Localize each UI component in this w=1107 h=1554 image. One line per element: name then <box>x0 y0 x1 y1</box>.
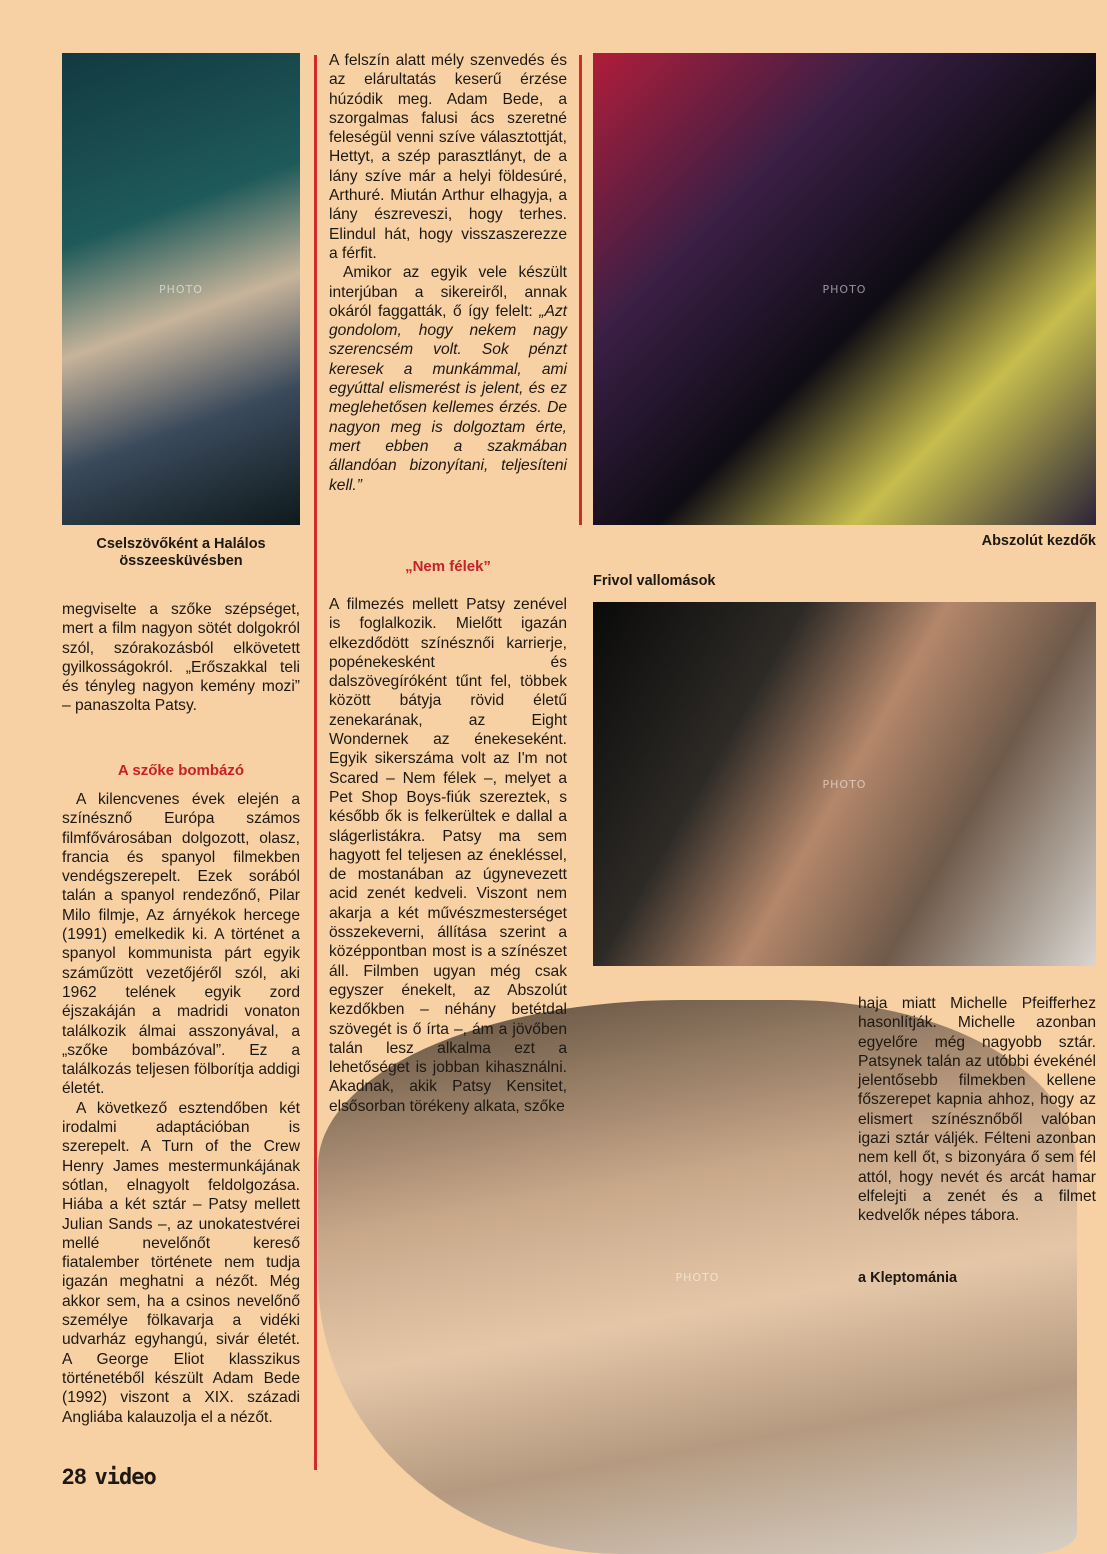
subheading-nem-felek: „Nem félek” <box>405 558 491 575</box>
caption-photo1: Cselszövőként a Halálos összeesküvésben <box>96 536 266 569</box>
paragraph: A filmezés mellett Patsy zenével is foglalkozik. Mielőtt igazán elkezdődött színésznői karrierje, popénekesként és dalszövegíróként tűnt fel, többek között bátyja rövid életű zenekarának, az Eight Wondernek az énekeseként. Egyik sikerszáma volt az I'm not Scared – Nem félek –, melyet a Pet Shop Boys-fiúk szereztek, s később ők is felkerültek e dallal a slágerlistákra. Patsy ma sem hagyott fel teljesen az énekléssel, de mostanában az úgynevezett acid zenét kedveli. Viszont nem akarja a két művészmesterséget összekeverni, állítása szerint a középpontban most is a színészet áll. Filmben ugyan még csak egyszer énekelt, az Abszolút kezdőkben – néhány betétdal szövegét is ő írta –, ám a jövőben talán lesz alkalma ezt a lehetőséget is jobban kihasználni. Akadnak, akik Patsy Kensitet, elsősorban törékeny alkata, szőke <box>329 596 567 1115</box>
column-2-top <box>329 51 567 495</box>
page-number: 28 <box>62 1464 87 1489</box>
column-3-body <box>858 994 1096 1226</box>
paragraph-text: Amikor az egyik vele készült interjúban a sikereiről, annak okáról faggatták, ő így felelt: <box>329 264 567 320</box>
paragraph: A felszín alatt mély szenvedés és az elárultatás keserű érzése húzódik meg. Adam Bede, a szorgalmas falusi ács szeretné feleségül venni szíve választottját, Hettyt, a szép parasztlányt, de a lány szíve már a helyi földesúré, Arthuré. Miután Arthur elhagyja, a lány észreveszi, hogy terhes. Elindul hát, hogy visszaszerezze a férfit. <box>329 52 567 262</box>
page-footer <box>62 1464 156 1490</box>
paragraph: A következő esztendőben két irodalmi adaptációban is szerepelt. A Turn of the Crew Henry James mestermunkájának sótlan, elnagyolt feldolgozása. Hiába a két sztár – Patsy mellett Julian Sands –, az unokatestvérei mellé nevelőnőt kereső fiatalember története nem tudja igazán meghatni a nézőt. Még akkor sem, ha a csinos nevelőnő személye fölkavarja a vidéki udvarház egyhangú, sivár életét. A George Eliot klasszikus történetéből készült Adam Bede (1992) viszont a XIX. századi Angliába kalauzolja el a nézőt. <box>62 1099 300 1426</box>
photo-patsy-kensit-portrait: PHOTO <box>318 1000 1077 1554</box>
column-rule-right <box>579 55 582 525</box>
paragraph: haja miatt Michelle Pfeifferhez hasonlítják. Michelle azonban egyelőre még nagyobb sztár. Patsynek talán az utóbbi évekénél jelentősebb filmekben kellene főszerepet kapnia ahhoz, hogy az elismert színésznőből valóban igazi sztár váljék. Félteni azonban nem kell őt, s bizonyára ő sem fél attól, hogy nevét és arcát hamar elfelejti a zenét és a filmet kedvelők népes tábora. <box>858 995 1096 1225</box>
column-1-body <box>62 790 300 1427</box>
magazine-logo: video <box>94 1465 156 1490</box>
paragraph: A kilencvenes évek elején a színésznő Európa számos filmfővárosában dolgozott, olasz, francia és spanyol filmekben vendégszerepelt. Ezek sorából talán a spanyol rendezőnő, Pilar Milo filmje, Az árnyékok hercege (1991) emelkedik ki. A történet a spanyol kommunista párt egyik száműzött vezetőjéről szól, aki 1962 telének egyik zord éjszakáján a madridi vonaton találkozik álmai asszonyával, a „szőke bombázóval”. Ez a találkozás teljesen fölborítja addigi életét. <box>62 791 300 1098</box>
caption-photo4: a Kleptománia <box>858 1270 958 1286</box>
paragraph: megviselte a szőke szépséget, mert a film nagyon sötét dolgokról szól, szórakozásból elkövetett gyilkosságokról. „Erőszakkal teli és tényleg nagyon kemény mozi” – panaszolta Patsy. <box>62 601 300 715</box>
photo-film-still-party: PHOTO <box>593 53 1096 525</box>
photo-woman-portrait: PHOTO <box>593 602 1096 966</box>
caption-photo2: Abszolút kezdők <box>981 533 1096 549</box>
column-1-top <box>62 600 300 716</box>
photo-woman-with-revolver: PHOTO <box>62 53 300 525</box>
caption-photo3: Frivol vallomások <box>593 573 716 589</box>
column-rule-left <box>314 55 317 1470</box>
column-2-body <box>329 595 567 1116</box>
subheading-szoke-bombazo: A szőke bombázó <box>117 762 245 779</box>
quote: „Azt gondolom, hogy nekem nagy szerencsém volt. Sok pénzt keresek a munkámmal, ami egyúttal elismerést is jelent, és ez meglehetősen kellemes érzés. De nagyon meg is dolgoztam érte, mert ebben a szakmában állandóan bizonyítani, teljesíteni kell.” <box>329 302 567 494</box>
paragraph <box>329 263 567 495</box>
